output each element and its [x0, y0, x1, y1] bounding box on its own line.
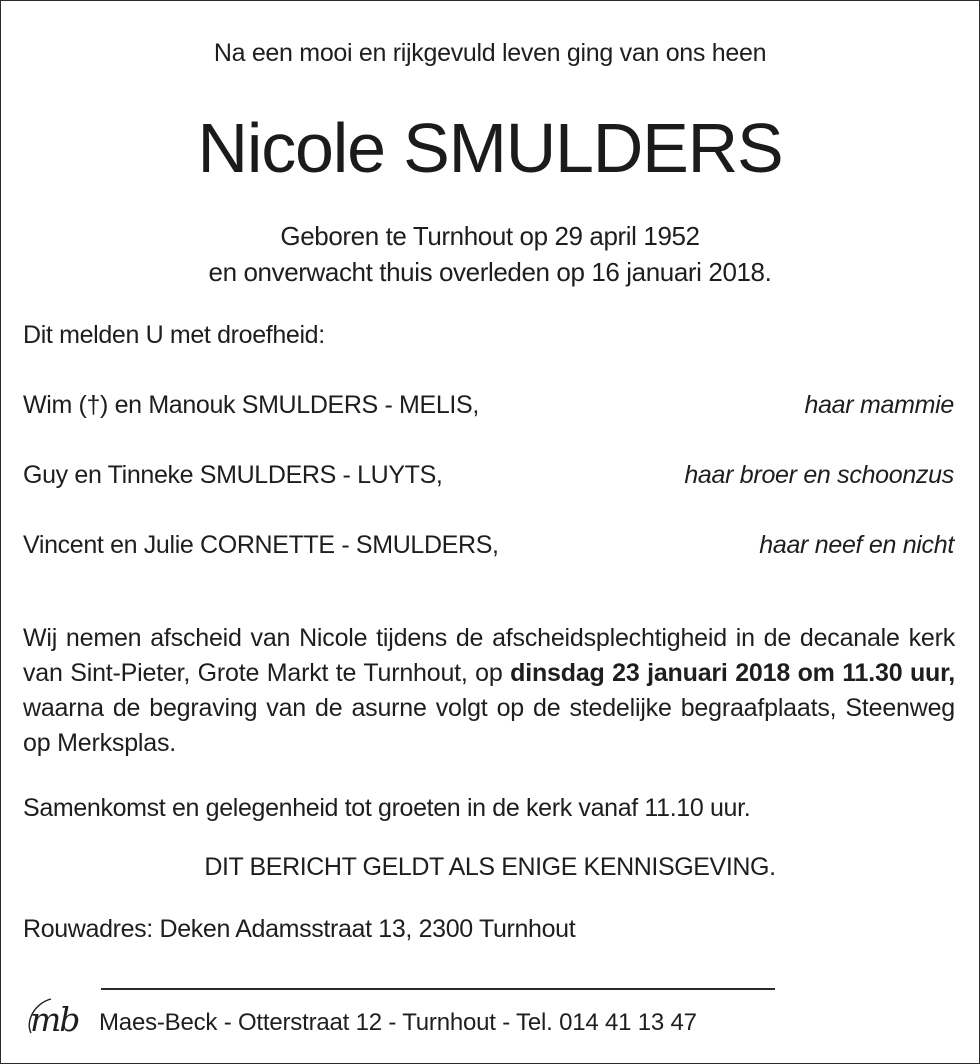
ceremony-paragraph [23, 621, 955, 761]
birth-line: Geboren te Turnhout op 29 april 1952 [280, 221, 700, 251]
funeral-home-info: Maes-Beck - Otterstraat 12 - Turnhout - Tel. 014 41 13 47 [99, 1009, 697, 1036]
announce-line: Dit melden U met droefheid: [23, 321, 325, 349]
relative-relation: haar neef en nicht [759, 531, 954, 559]
relative-relation: haar broer en schoonzus [684, 461, 954, 489]
relative-relation: haar mammie [804, 391, 954, 419]
footer-divider [101, 988, 775, 990]
death-line: en onverwacht thuis overleden op 16 januari 2018. [208, 257, 772, 287]
ceremony-text-end: waarna de begraving van de asurne volgt op de stedelijke begraafplaats, Steenweg op Merksplas. [23, 694, 955, 757]
gathering-line: Samenkomst en gelegenheid tot groeten in de kerk vanaf 11.10 uur. [23, 794, 751, 822]
logo-letters: mb [30, 1000, 79, 1039]
ceremony-date-time: dinsdag 23 januari 2018 om 11.30 uur, [510, 659, 956, 687]
relative-names: Guy en Tinneke SMULDERS - LUYTS, [23, 461, 443, 489]
address-line: Rouwadres: Deken Adamsstraat 13, 2300 Turnhout [23, 915, 576, 943]
relative-names: Vincent en Julie CORNETTE - SMULDERS, [23, 531, 499, 559]
official-notice-line: DIT BERICHT GELDT ALS ENIGE KENNISGEVING. [204, 853, 776, 881]
birth-death-block [1, 218, 979, 290]
relative-names: Wim (†) en Manouk SMULDERS - MELIS, [23, 391, 479, 419]
maes-beck-logo [21, 993, 91, 1039]
ceremony-text-start: Wij nemen afscheid van Nicole tijdens de afscheidsplechtigheid in de decanale kerk van Sint-Pieter, Grote Markt te Turnhout, op [23, 624, 955, 687]
deceased-name: Nicole SMULDERS [197, 109, 783, 187]
intro-line: Na een mooi en rijkgevuld leven ging van ons heen [213, 39, 767, 67]
